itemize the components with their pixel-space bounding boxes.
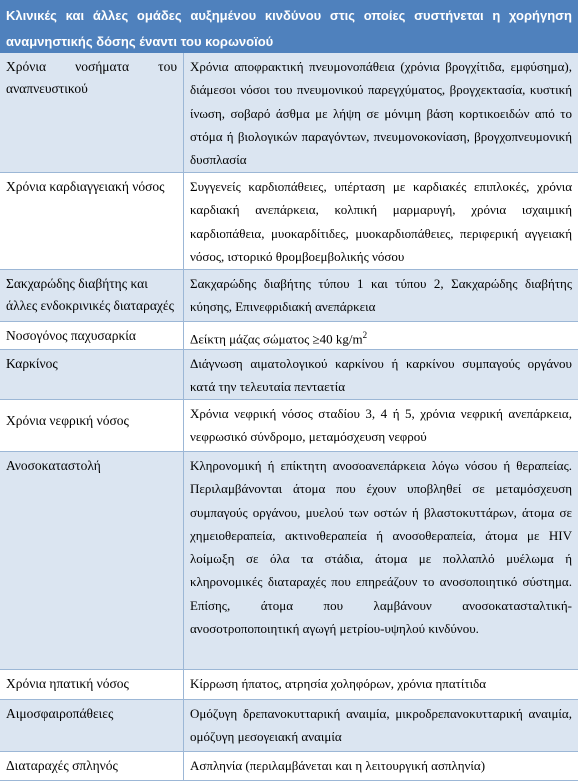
description-cell: [184, 322, 578, 349]
group-cell: Καρκίνος: [0, 350, 184, 399]
group-cell: Χρόνια καρδιαγγειακή νόσος: [0, 173, 184, 269]
group-cell: Νοσογόνος παχυσαρκία: [0, 322, 184, 349]
description-cell: Κληρονομική ή επίκτητη ανοσοανεπάρκεια λόγω νόσου ή θεραπείας. Περιλαμβάνονται άτομα που έχουν υποβληθεί σε μεταμόσχευση συμπαγούς οργάνου, μυελού των οστών ή βλαστοκυττάρων, άτομα σε χημειοθεραπεία, ακτινοθεραπεία ή ανοσοθεραπεία, άτομα με HIV λοίμωξη σε όλα τα στάδια, άτομα με πολλαπλό μυέλωμα ή κληρονομικές διαταραχές που επηρεάζουν το ανοσοποιητικό σύστημα. Επίσης, άτομα που λαμβάνουν ανοσοκατασταλτική- ανοσοτροποποιητική αγωγή μετρίου-υψηλού κινδύνου.: [190, 458, 572, 637]
description-cell: Σακχαρώδης διαβήτης τύπου 1 και τύπου 2, Σακχαρώδης διαβήτης κύησης, Επινεφριδιακή ανεπάρκεια: [190, 276, 572, 315]
table-row: [0, 270, 578, 322]
group-cell: Σακχαρώδης διαβήτης και άλλες ενδοκρινικές διαταραχές: [0, 270, 184, 321]
description-cell: Διάγνωση αιματολογικού καρκίνου ή καρκίνου συμπαγούς οργάνου κατά την τελευταία πενταετία: [190, 356, 572, 395]
table-row: [0, 350, 578, 400]
table-row: [0, 700, 578, 752]
table-row: [0, 752, 578, 781]
description-cell: Κίρρωση ήπατος, ατρησία χοληφόρων, χρόνια ηπατίτιδα: [190, 676, 487, 691]
group-cell: Ανοσοκαταστολή: [0, 452, 184, 669]
table-row: [0, 670, 578, 700]
table-row: [0, 173, 578, 270]
table-title: Κλινικές και άλλες ομάδες αυξημένου κινδύνου στις οποίες συστήνεται η χορήγηση αναμνηστικής δόσης έναντι του κορωνοϊού: [6, 8, 572, 49]
table-row: [0, 452, 578, 670]
description-cell: Χρόνια νεφρική νόσος σταδίου 3, 4 ή 5, χρόνια νεφρική ανεπάρκεια, νεφρωσικό σύνδρομο, μεταμόσχευση νεφρού: [190, 406, 572, 445]
group-cell: Διαταραχές σπληνός: [0, 752, 184, 780]
description-cell: Ομόζυγη δρεπανοκυτταρική αναιμία, μικροδρεπανοκυτταρική αναιμία, ομόζυγη μεσογειακή αναιμία: [190, 706, 572, 745]
table-row: [0, 400, 578, 452]
table-header: [0, 0, 578, 53]
group-cell: Χρόνια ηπατική νόσος: [0, 670, 184, 699]
description-cell: Χρόνια αποφρακτική πνευμονοπάθεια (χρόνια βρογχίτιδα, εμφύσημα), διάμεσοι νόσοι του πνευμονικού παρεγχύματος, βρογχεκτασία, κυστική ίνωση, σοβαρό άσθμα με λήψη σε μόνιμη βάση κορτικοειδών από το στόμα ή βιολογικών παραγόντων, πνευμονοκονίαση, βρογχοπνευμονική δυσπλασία: [190, 59, 572, 168]
bmi-superscript: 2: [362, 330, 368, 340]
group-cell: Χρόνια νοσήματα του αναπνευστικού: [0, 53, 184, 172]
group-cell: Αιμοσφαιροπάθειες: [0, 700, 184, 751]
bmi-text: Δείκτη μάζας σώματος ≥40 kg/m: [190, 331, 363, 347]
description-cell: Συγγενείς καρδιοπάθειες, υπέρταση με καρδιακές επιπλοκές, χρόνια καρδιακή ανεπάρκεια, κολπική μαρμαρυγή, χρόνια ισχαιμική καρδιοπάθεια, μυοκαρδίτιδες, μυοκαρδιοπάθειες, περιφερική αγγειακή νόσος, ιστορικό θρομβοεμβολικής νόσου: [190, 179, 572, 264]
table-row: [0, 53, 578, 173]
table-row: [0, 322, 578, 350]
description-cell: Ασπληνία (περιλαμβάνεται και η λειτουργική ασπληνία): [190, 758, 486, 773]
group-cell: Χρόνια νεφρική νόσος: [0, 400, 184, 451]
